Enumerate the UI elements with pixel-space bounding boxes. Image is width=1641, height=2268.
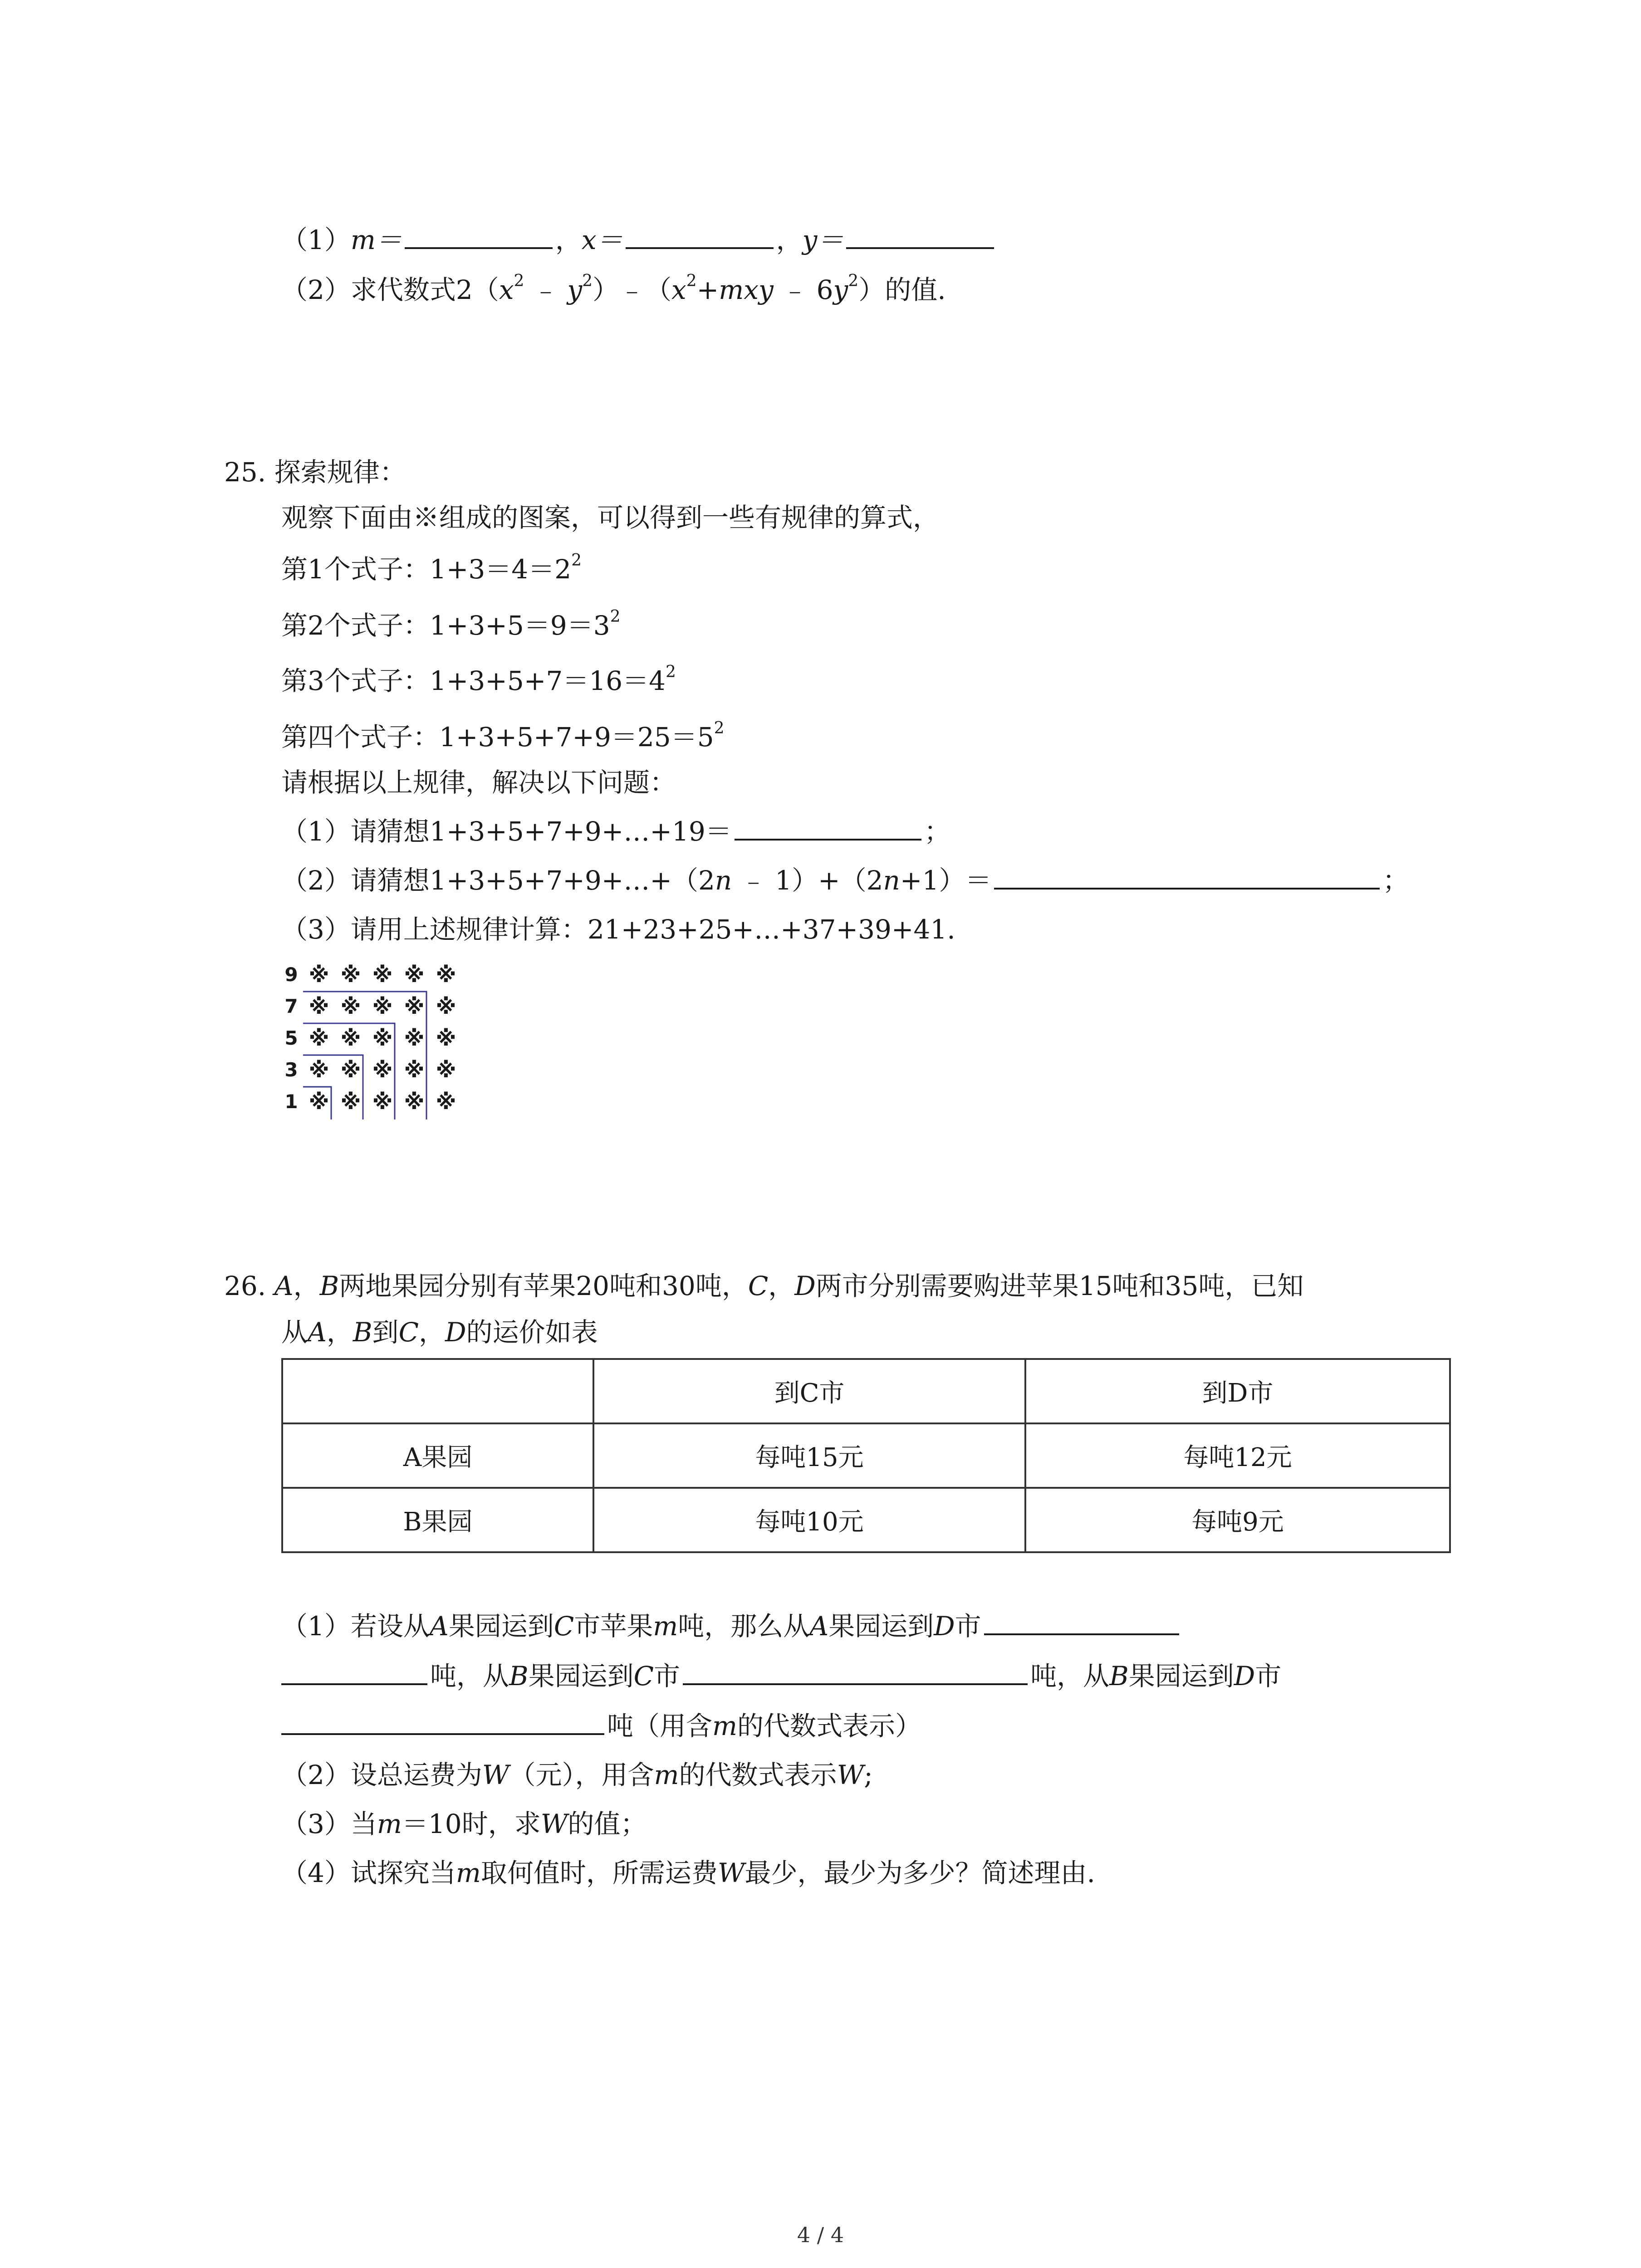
q25-formula-3: 第3个式子：$1+3+5+7=16=4^2$ [281, 663, 676, 696]
table-cell: 到D市 [1025, 1359, 1450, 1423]
table-cell: 每吨9元 [1025, 1488, 1450, 1552]
q26-line2: 从A，B到C，D的运价如表 [281, 1317, 598, 1348]
pattern-row: 1 ※ ※ ※ ※ ※ [284, 1090, 456, 1114]
q26-part1-line3: 吨（用含m的代数式表示） [281, 1706, 921, 1746]
q26-part1-line2: 吨，从B果园运到C市 吨，从B果园运到D市 [281, 1656, 1281, 1696]
q26-part1-line1: （1）若设从A果园运到C市苹果m吨，那么从A果园运到D市 [281, 1606, 1182, 1647]
pattern-row: 7 ※ ※ ※ ※ ※ [284, 994, 456, 1019]
q26-part2: （2）设总运费为W（元），用含m的代数式表示W; [281, 1760, 873, 1790]
table-row [282, 1488, 1450, 1552]
table-cell [282, 1359, 593, 1423]
q25-intro: 观察下面由※组成的图案，可以得到一些有规律的算式， [281, 502, 940, 533]
table-cell: A果园 [282, 1423, 593, 1488]
q25-formula-4: 第四个式子：$1+3+5+7+9=25=5^2$ [281, 719, 725, 753]
table-cell: 每吨12元 [1025, 1423, 1450, 1488]
pattern-row: 9 ※ ※ ※ ※ ※ [284, 963, 456, 987]
freight-cost-table [281, 1358, 1451, 1553]
answer-blank-q25-1[interactable] [735, 812, 921, 841]
answer-blank-a-to-d[interactable] [984, 1607, 1179, 1635]
page-number: 4 / 4 [797, 2223, 844, 2247]
answer-blank-b-to-d[interactable] [281, 1707, 604, 1735]
answer-blank-q25-2[interactable] [994, 861, 1380, 890]
answer-blank-x[interactable] [626, 221, 774, 249]
q25-part1: （1）请猜想1+3+5+7+9+…+19＝ ； [281, 811, 950, 852]
pattern-row: 3 ※ ※ ※ ※ ※ [284, 1058, 456, 1082]
answer-blank-y[interactable] [846, 221, 994, 249]
q26-part4: （4）试探究当m取何值时，所需运费W最少，最少为多少？简述理由. [281, 1857, 1095, 1888]
q24-part2: （2）求代数式$2(x^2$ ﹣ $y^2)﹣(x^2+mxy$ ﹣ $6y^2$）的值. [281, 272, 946, 305]
answer-blank-m[interactable] [405, 221, 553, 249]
pattern-row: 5 ※ ※ ※ ※ ※ [284, 1026, 456, 1051]
asterisk-pattern-figure [282, 959, 482, 1119]
q25-part2: （2）请猜想1+3+5+7+9+…+（2n ﹣ 1）+（2n+1）＝ ； [281, 860, 1409, 901]
table-cell: 每吨10元 [593, 1488, 1025, 1552]
table-cell: 到C市 [593, 1359, 1025, 1423]
q26-part3: （3）当m＝10时，求W的值； [281, 1809, 647, 1839]
answer-blank-a-to-d-cont[interactable] [281, 1657, 427, 1685]
q25-title: 25. 探索规律： [224, 457, 406, 488]
q25-formula-2: 第2个式子：$1+3+5=9=3^2$ [281, 607, 621, 641]
table-row [282, 1423, 1450, 1488]
q25-ask: 请根据以上规律，解决以下问题： [281, 767, 676, 798]
q25-formula-1: 第1个式子：$1+3=4=2^2$ [281, 551, 582, 585]
q25-part3: （3）请用上述规律计算：21+23+25+…+37+39+41. [281, 914, 955, 945]
q24-part1: （1）m＝ ，x＝ ，y＝ [281, 220, 997, 260]
table-cell: B果园 [282, 1488, 593, 1552]
answer-blank-b-to-c[interactable] [683, 1657, 1028, 1685]
table-header-row [282, 1359, 1450, 1423]
table-cell: 每吨15元 [593, 1423, 1025, 1488]
q26-line1: 26. A，B两地果园分别有苹果20吨和30吨，C，D两市分别需要购进苹果15吨和35吨，已知 [224, 1271, 1304, 1301]
